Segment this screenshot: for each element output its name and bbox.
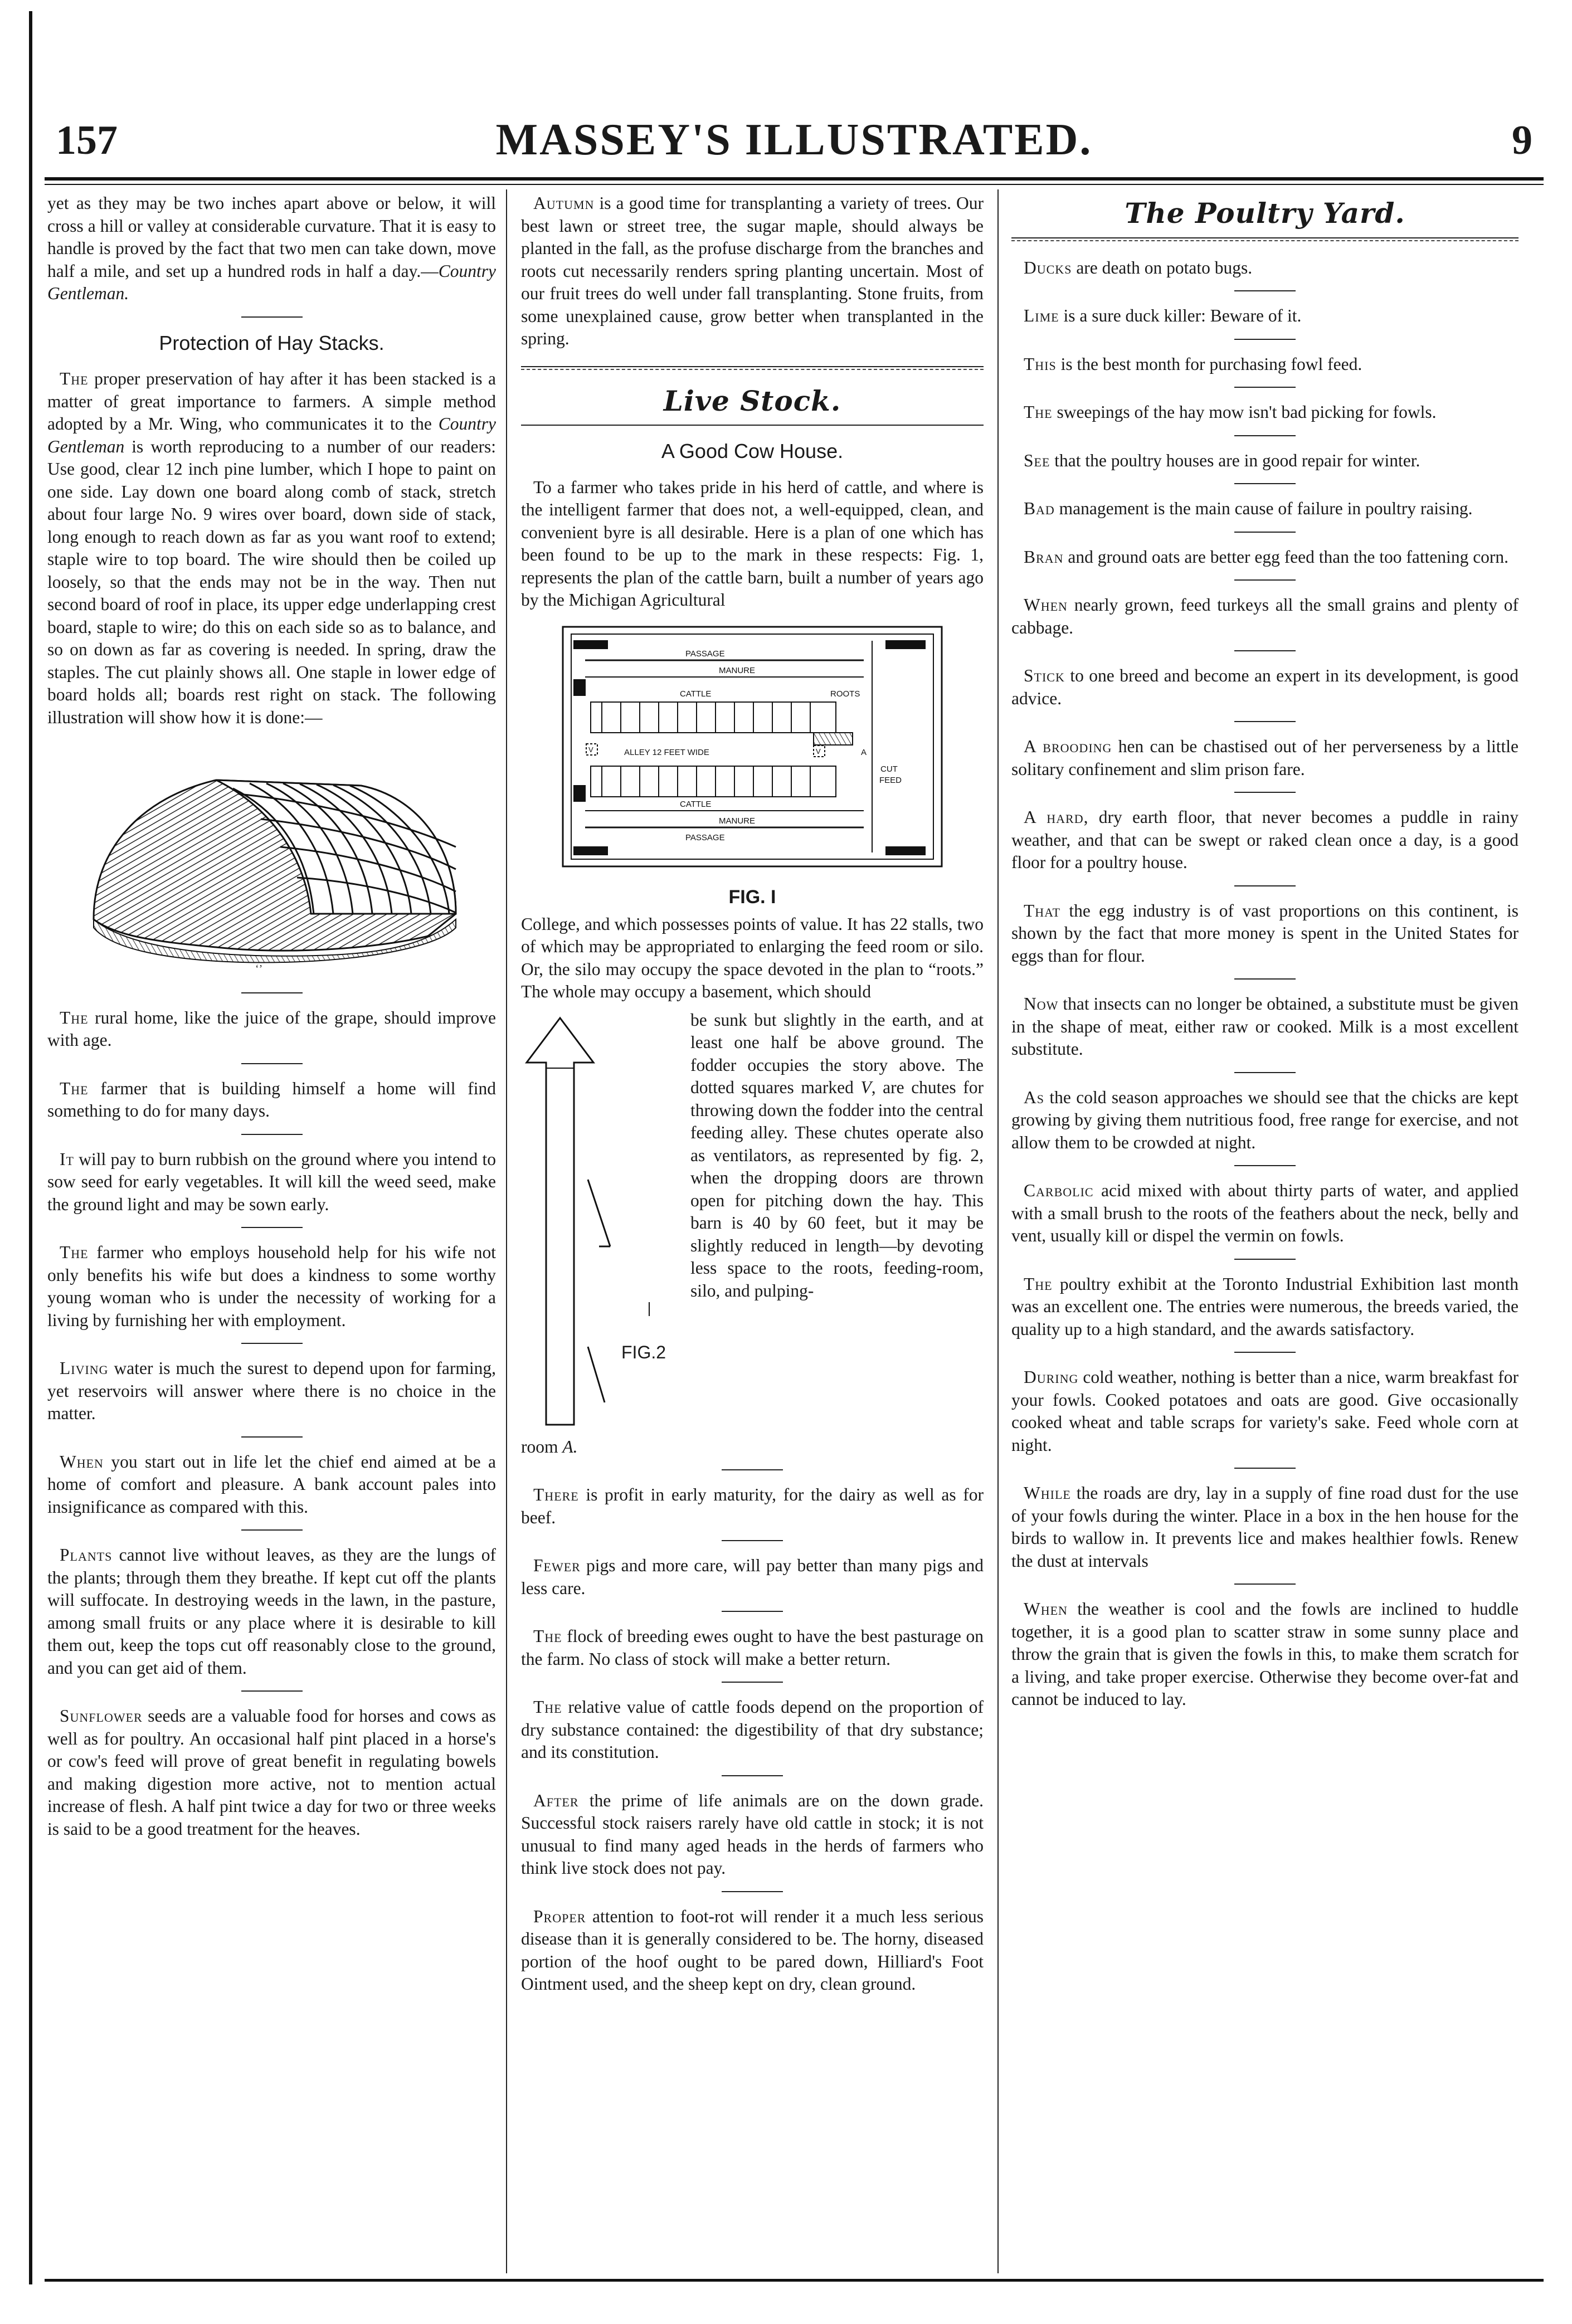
divider [241, 1343, 303, 1344]
label-passage-bottom: PASSAGE [685, 832, 725, 842]
col1-item-2: The farmer that is building himself a home will find something to do for many days. [47, 1078, 496, 1120]
fig1-caption: FIG. I [728, 886, 776, 908]
intro-paragraph: yet as they may be two inches apart above or below, it will cross a hill or valley at considerable curvature. That it is easy to handle is proved by the fact that two men can take down, move half a mile, and set up a hundred rods in half a day.—Country Gentleman. [47, 193, 496, 303]
cow-house-paragraph-3: be sunk but slightly in the earth, and at least one half be above ground. The fodder occupies the story above. The dotted squares marked V, are chutes for throwing down the fodder into the central feeding alley. These chutes operate also as ventilators, as represented by fig. 2, when the dropping doors are thrown open for pitching down the hay. This barn is 40 by 60 feet, but it may be slightly reduced in length—by devoting less space to the roots, feeding-room, silo, and pulping- [690, 1010, 984, 1300]
label-v-left: V [588, 745, 593, 754]
autumn-paragraph: Autumn is a good time for transplanting a variety of trees. Our best lawn or street tree, the sugar maple, should always be planted in the fall, as the profuse discharge from the branches and roots cut necessarily renders spring planting uncertain. Most of our fruit trees do well under fall transplanting. Stone fruits, from some unexplained cause, grow better when transplanted in the spring. [521, 193, 984, 348]
col3-item-14: As the cold season approaches we should see that the chicks are kept growing by giving them nutritious food, free range for exercise, and not allow them to be crowded at night. [1011, 1087, 1519, 1152]
column-divider-1 [506, 189, 507, 2273]
cow-house-paragraph-2: College, and which possesses points of value. It has 22 stalls, two of which may be appropriated to enlarging the feed room or silo. Or, the silo may occupy the space devoted in the plan to “roots.” The whole may occupy a basement, which should [521, 914, 984, 1001]
header-rule [45, 177, 1544, 181]
divider [1234, 483, 1296, 484]
label-cattle-bottom: CATTLE [680, 799, 712, 809]
label-manure-top: MANURE [719, 665, 756, 675]
column-1 [47, 192, 496, 1846]
barn-plan-diagram [552, 618, 953, 880]
divider [722, 1682, 783, 1683]
col1-item-6: When you start out in life let the chief end aimed at be a home of comfort and pleasure. A bank account pales into insignificance as compared with this. [47, 1451, 496, 1517]
svg-text:‘’: ‘’ [255, 963, 262, 975]
col1-item-5: Living water is much the surest to depend upon for farming, yet reservoirs will answer where there is no choice in the matter. [47, 1358, 496, 1423]
cow-house-paragraph-1: To a farmer who takes pride in his herd of cattle, and where is the intelligent farmer that does not, a well-equipped, clean, and convenient byre is all desirable. Here is a plan of one which has been found to be up to the mark in these respects: Fig. 1, represents the plan of the cattle barn, built a number of years ago by the Michigan Agricultural [521, 477, 984, 610]
divider [722, 1891, 783, 1892]
divider [1234, 1352, 1296, 1353]
page-header [45, 111, 1544, 184]
divider [1234, 1468, 1296, 1469]
poultry-yard-heading: The Poultry Yard. [1125, 197, 1405, 230]
column-divider-2 [997, 189, 999, 2273]
divider [1234, 792, 1296, 793]
section-separator [521, 366, 984, 370]
divider [241, 1436, 303, 1438]
col1-item-7: Plants cannot live without leaves, as they are the lungs of the plants; through them they breathe. If kept cut off the plants will suffocate. In destroying weeds in the lawn, in the pasture, among small fruits or any place where it is desirable to kill them out, keep the tops cut off reasonably close to the ground, and you can get aid of them. [47, 1545, 496, 1678]
divider [1234, 1584, 1296, 1585]
divider [241, 1227, 303, 1228]
divider [1234, 1259, 1296, 1260]
cattle-barn-plan [521, 618, 984, 909]
col3-item-18: While the roads are dry, lay in a supply of fine road dust for the use of your fowls during the winter. Place in a box in the hen house for the birds to wallow in. It prevents lice and makes healthier fowls. Renew the dust at intervals [1011, 1483, 1519, 1571]
label-cattle-top: CATTLE [680, 689, 712, 699]
divider [1234, 650, 1296, 651]
divider [1234, 885, 1296, 886]
masthead-title: MASSEY'S ILLUSTRATED. [495, 115, 1093, 164]
divider [1234, 339, 1296, 340]
live-stock-heading: Live Stock. [663, 384, 841, 417]
col3-item-19: When the weather is cool and the fowls are inclined to huddle together, it is a good plan to scatter straw in some sunny place and throw the grain that is given the fowls in this, to make them scratch for a living, and take proper exercise. Otherwise they become over-fat and cannot be induced to lay. [1011, 1599, 1519, 1709]
label-v-right: V [816, 747, 821, 756]
haystack-illustration [47, 735, 496, 981]
col3-item-17: During cold weather, nothing is better than a nice, warm breakfast for your fowls. Cooked potatoes and oats are good. Give occasionally cooked wheat and table scraps for variety's sake. Feed whole corn at night. [1011, 1367, 1519, 1455]
label-passage-top: PASSAGE [685, 649, 725, 659]
col1-item-8: Sunflower seeds are a valuable food for horses and cows as well as for poultry. An occasional half pint placed in a horse's or cow's feed will prove of great benefit in regulating bowels and making digestion more active, not to mention actual increase of flesh. A half pint twice a day for two or three weeks is said to be a good treatment for the heaves. [47, 1706, 496, 1839]
section-separator [1011, 237, 1519, 241]
divider [1234, 290, 1296, 291]
divider [1234, 532, 1296, 533]
col2-item-6: Proper attention to foot-rot will render it a much less serious disease than it is generally considered to be. The horny, diseased portion of the hoof ought to be pared down, Hilliard's Foot Ointment used, and the sheep kept on dry, clean ground. [521, 1906, 984, 1994]
divider [241, 1134, 303, 1135]
label-a: A [861, 747, 867, 757]
divider [521, 425, 984, 426]
hay-stacks-heading: Protection of Hay Stacks. [159, 331, 385, 354]
footer-rule [45, 2279, 1544, 2282]
divider [722, 1540, 783, 1541]
col3-item-16: The poultry exhibit at the Toronto Industrial Exhibition last month was an excellent one. The entries were numerous, the breeds varied, the quality up to a high standard, and the awards satisfactory. [1011, 1274, 1519, 1339]
col3-item-4: The sweepings of the hay mow isn't bad picking for fowls. [1024, 402, 1437, 422]
divider [241, 316, 303, 318]
label-alley: ALLEY 12 FEET WIDE [624, 747, 709, 757]
divider [241, 1529, 303, 1531]
page-number-left: 157 [56, 118, 118, 163]
col2-item-4: The relative value of cattle foods depend on the proportion of dry substance contained: the digestibility of that dry substance; and its constitution. [521, 1697, 984, 1762]
label-cut: CUT [880, 764, 898, 774]
divider [722, 1469, 783, 1470]
column-3 [1011, 192, 1519, 1717]
divider [722, 1775, 783, 1776]
col3-item-11: A hard, dry earth floor, that never becomes a puddle in rainy weather, and that can be swept or raked clean once a day, is a good floor for a poultry house. [1011, 807, 1519, 872]
fig2-caption: FIG.2 [621, 1342, 666, 1362]
col2-item-3: The flock of breeding ewes ought to have the best pasturage on the farm. No class of stock will make a better return. [521, 1626, 984, 1669]
haystack-image [71, 735, 473, 975]
fig2-block [521, 1009, 984, 1459]
col3-item-3: This is the best month for purchasing fowl feed. [1024, 354, 1362, 374]
cow-house-paragraph-3-end: room A. [521, 1436, 578, 1456]
chute-diagram-image [521, 1012, 677, 1436]
column-2 [521, 192, 984, 2001]
col3-item-5: See that the poultry houses are in good repair for winter. [1024, 450, 1420, 470]
page-left-border [29, 11, 32, 2284]
col3-item-7: Bran and ground oats are better egg feed than the too fattening corn. [1024, 547, 1509, 567]
col3-item-15: Carbolic acid mixed with about thirty parts of water, and applied with a small brush to the roots of the feathers about the neck, belly and vent, usually kill or dispel the vermin on fowls. [1011, 1181, 1519, 1245]
divider [1234, 579, 1296, 581]
divider [1234, 721, 1296, 722]
label-feed: FEED [879, 775, 902, 785]
divider [241, 1063, 303, 1064]
col3-item-12: That the egg industry is of vast proportions on this continent, is shown by the fact that more money is spent in the United States for eggs than for flour. [1011, 900, 1519, 966]
header-rule-thin [45, 184, 1544, 185]
divider [1234, 978, 1296, 980]
page-number-right: 9 [1512, 118, 1532, 163]
divider [1234, 435, 1296, 436]
col1-item-1: The rural home, like the juice of the grape, should improve with age. [47, 1007, 496, 1050]
label-roots: ROOTS [830, 689, 860, 699]
col2-item-2: Fewer pigs and more care, will pay better than many pigs and less care. [521, 1556, 984, 1598]
label-manure-bottom: MANURE [719, 816, 756, 826]
col3-item-13: Now that insects can no longer be obtained, a substitute must be given in the shape of meat, either raw or cooked. Milk is a most excellent substitute. [1011, 994, 1519, 1059]
divider [722, 1611, 783, 1612]
divider [241, 1690, 303, 1692]
col3-item-10: A brooding hen can be chastised out of her perverseness by a little solitary confinement and slim prison fare. [1011, 737, 1519, 779]
cow-house-heading: A Good Cow House. [661, 440, 844, 462]
col2-item-5: After the prime of life animals are on the down grade. Successful stock raisers rarely have old cattle in stock; it is not unusual to find many aged heads in the herds of farmers who think live stock does not pay. [521, 1790, 984, 1878]
col3-item-2: Lime is a sure duck killer: Beware of it. [1024, 306, 1302, 325]
col3-item-1: Ducks are death on potato bugs. [1024, 257, 1253, 277]
divider [1234, 1072, 1296, 1073]
divider [1234, 387, 1296, 388]
col3-item-6: Bad management is the main cause of failure in poultry raising. [1024, 499, 1473, 518]
divider [1234, 1165, 1296, 1166]
divider [241, 992, 303, 993]
col2-item-1: There is profit in early maturity, for the dairy as well as for beef. [521, 1485, 984, 1527]
col3-item-8: When nearly grown, feed turkeys all the small grains and plenty of cabbage. [1011, 595, 1519, 637]
col3-item-9: Stick to one breed and become an expert in its development, is good advice. [1011, 666, 1519, 708]
chute-diagram [521, 1012, 683, 1436]
hay-stacks-paragraph: The proper preservation of hay after it has been stacked is a matter of great importance to farmers. A simple method adopted by a Mr. Wing, who communicates it to the Country Gentleman is worth reproducing to a number of our readers: Use good, clear 12 inch pine lumber, which I hope to paint on one side. Lay down one board along comb of stack, stretch about four large No. 9 wires over board, down side of stack, long enough to reach down as far as you want roof to extend; staple wire to top board. The wire should then be coiled up loosely, so that the ends may not be in the way. Then nut second board of roof in place, its upper edge underlapping crest board, staple to wire; do this on each side so as to balance, and so on down as far as covering is needed. In spring, draw the staples. The cut plainly shows all. One staple in lower edge of board holds all; boards rest right on stack. The following illustration will show how it is done:— [47, 369, 496, 727]
col1-item-4: The farmer who employs household help for his wife not only benefits his wife but does a kindness to some worthy young woman who is under the necessity of working for a living by furnishing her with employment. [47, 1243, 496, 1330]
col1-item-3: It will pay to burn rubbish on the ground where you intend to sow seed for early vegetables. It will kill the weed seed, make the ground light and may be sown early. [47, 1149, 496, 1214]
